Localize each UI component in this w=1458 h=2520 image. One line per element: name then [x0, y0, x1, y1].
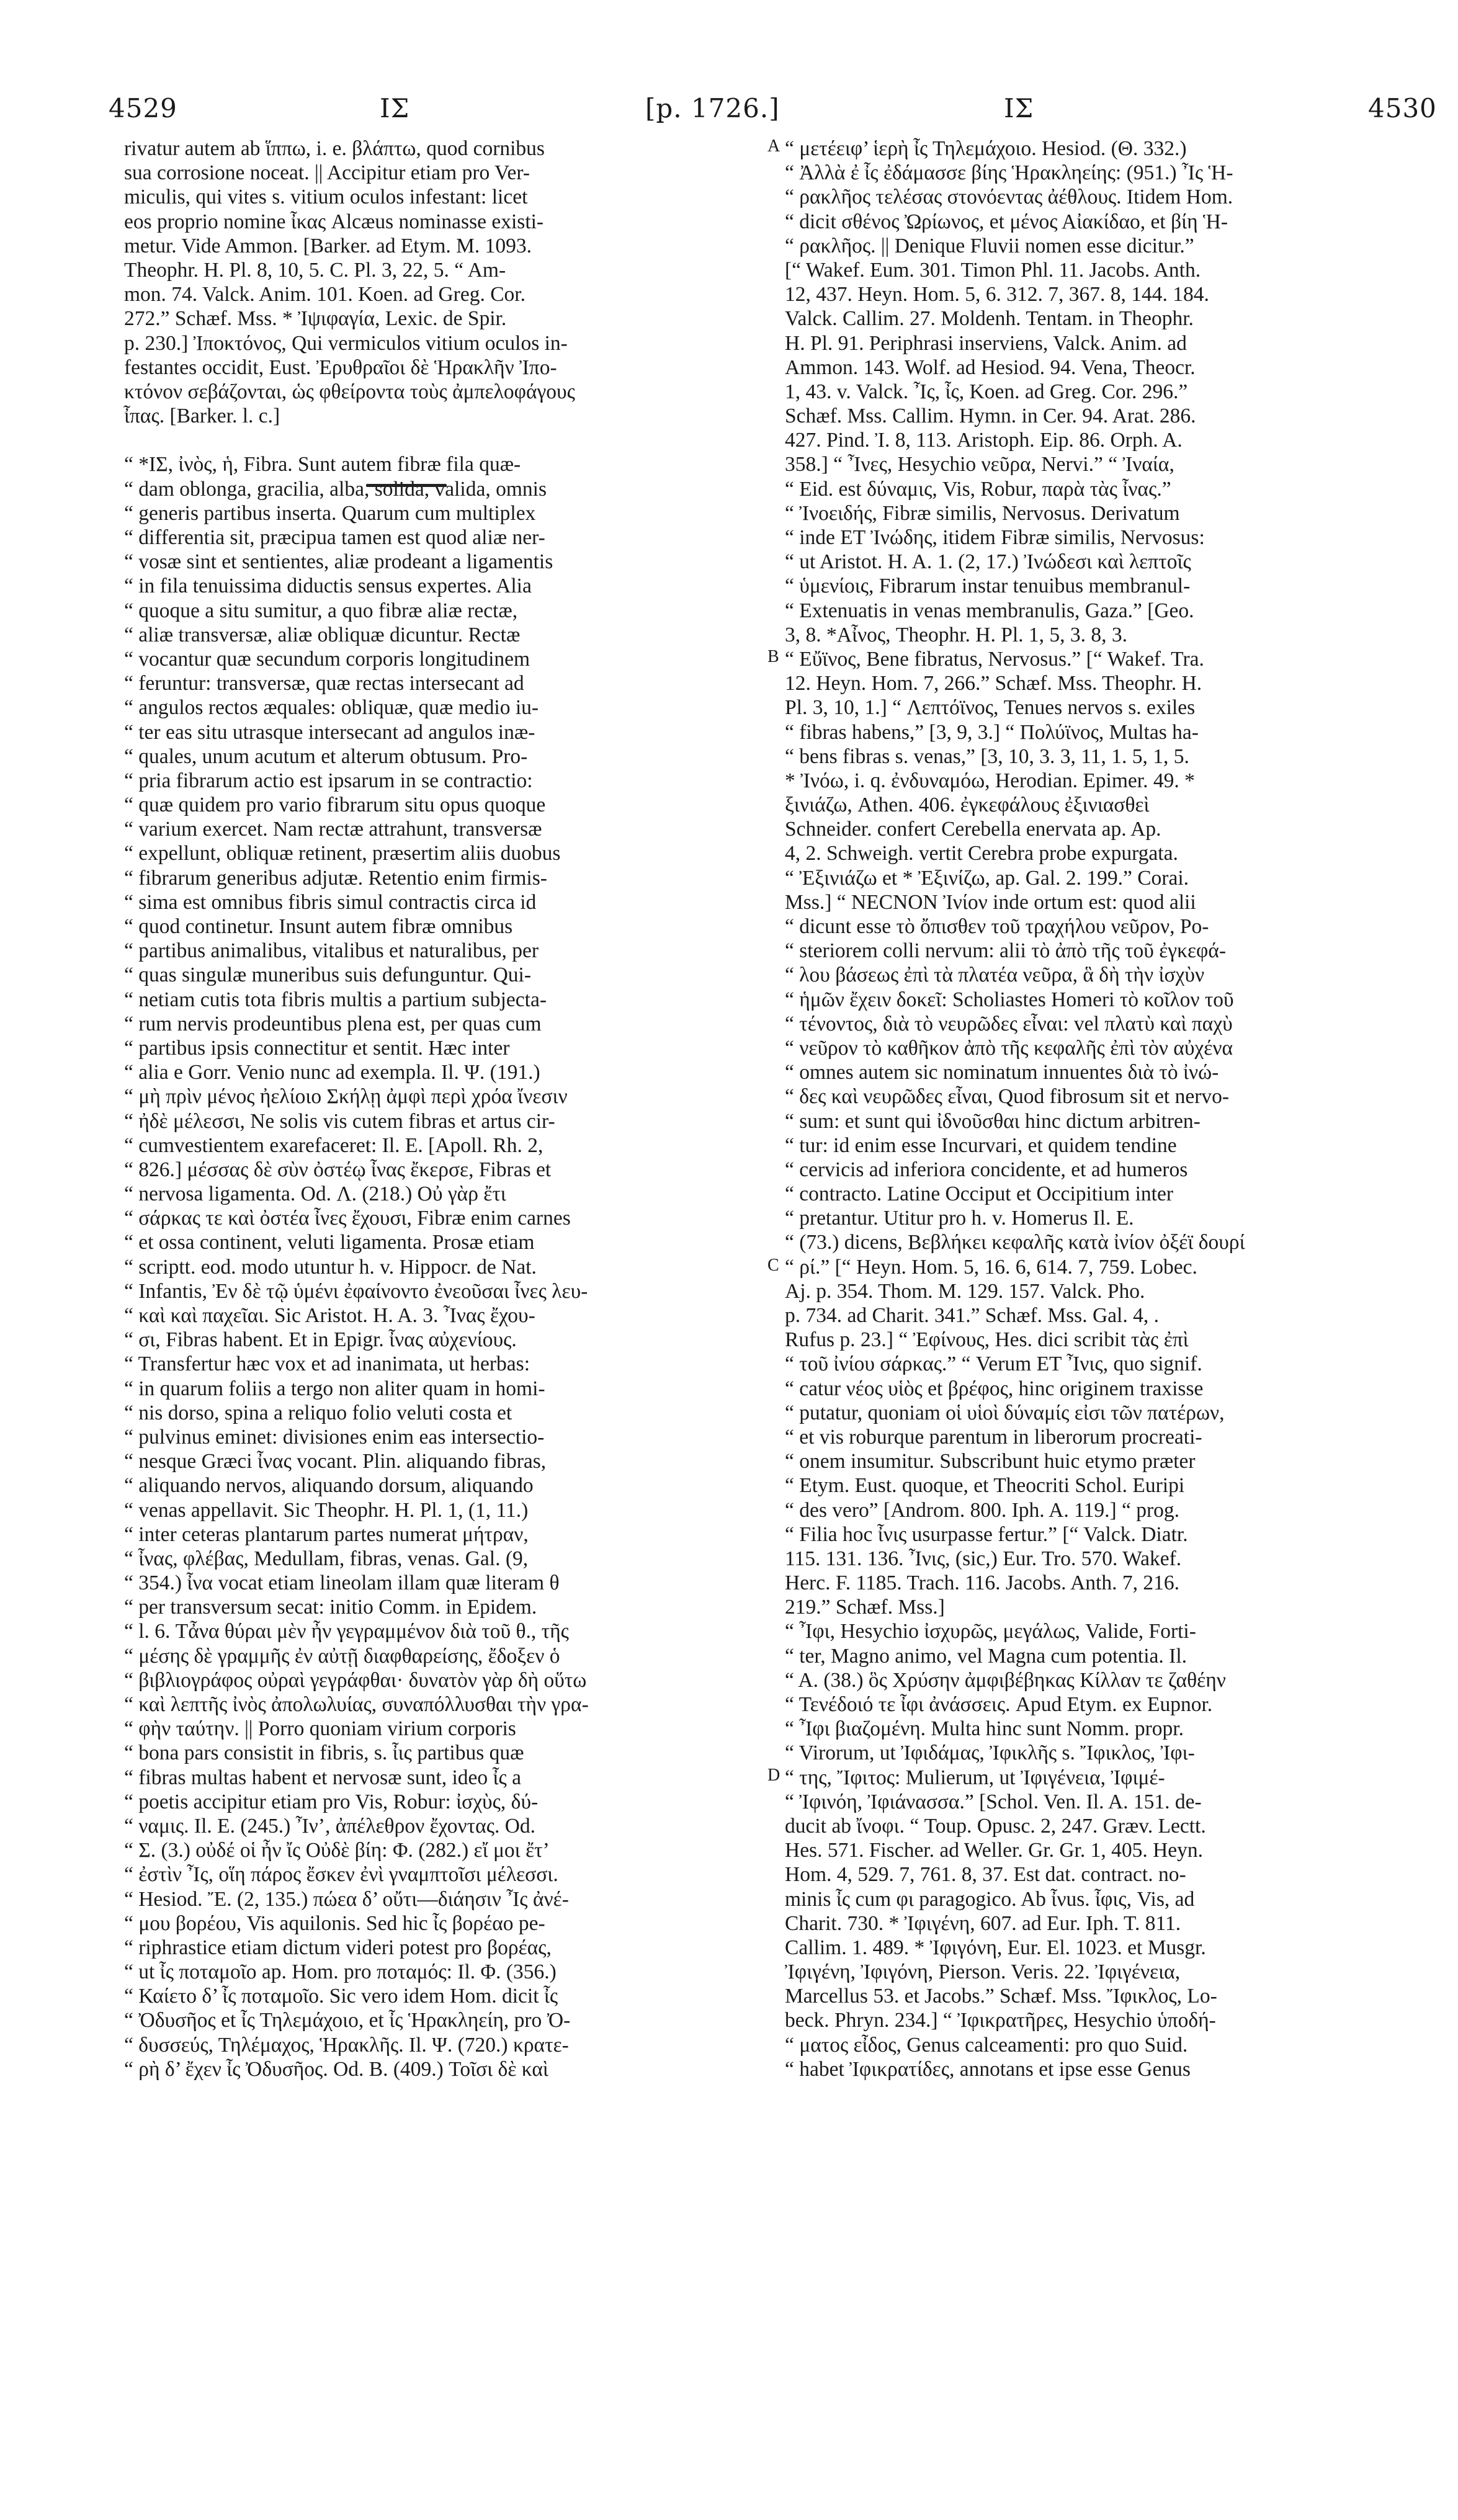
left-column-line: “ ρὴ δ’ ἔχεν ἶς Ὀδυσῆος. Od. B. (409.) Τοῖσι δὲ καὶ: [124, 2057, 548, 2081]
right-column-line: “ et vis roburque parentum in liberorum procreati-: [785, 1425, 1202, 1449]
right-column-line: Hes. 571. Fischer. ad Weller. Gr. Gr. 1, 405. Heyn.: [785, 1839, 1204, 1862]
left-column-line: “ quoque a situ sumitur, a quo fibræ aliæ rectæ,: [124, 599, 518, 622]
right-column: [785, 136, 1430, 2081]
left-column-line: “ netiam cutis tota fibris multis a partium subjecta-: [124, 988, 547, 1011]
left-column-line: “ ἠδὲ μέλεσσι, Ne solis vis cutem fibras et artus cir-: [124, 1109, 555, 1133]
right-column-line: “ dicunt esse τὸ ὄπισθεν τοῦ τραχήλου νεῦρον, Po-: [785, 915, 1209, 938]
left-column-line: “ cumvestientem exarefaceret: Il. E. [Apoll. Rh. 2,: [124, 1133, 543, 1157]
right-column-line: “ λου βάσεως ἐπὶ τὰ πλατέα νεῦρα, ἃ δὴ τὴν ἰσχὺν: [785, 963, 1205, 987]
right-column-line: “ Extenuatis in venas membranulis, Gaza.” [Geo.: [785, 599, 1194, 622]
left-column-line: “ in quarum foliis a tergo non aliter quam in homi-: [124, 1377, 545, 1400]
right-column-line: “ steriorem colli nervum: alii τὸ ἀπὸ τῆς τοῦ ἐγκεφά-: [785, 939, 1227, 963]
right-column-line: Schæf. Mss. Callim. Hymn. in Cer. 94. Arat. 286.: [785, 404, 1196, 428]
left-column-line: “ generis partibus inserta. Quarum cum multiplex: [124, 501, 536, 525]
page-reference: [p. 1726.]: [645, 93, 780, 123]
right-column-line: 219.” Schæf. Mss.]: [785, 1596, 945, 1619]
margin-letter-d: D: [767, 1766, 780, 1785]
left-column-line: “ fibras multas habent et nervosæ sunt, ideo ἶς a: [124, 1766, 522, 1789]
right-column-line: Ἰφιγένη, Ἰφιγόνη, Pierson. Veris. 22. Ἰφιγένεια,: [785, 1960, 1181, 1984]
left-column-line: “ aliquando nervos, aliquando dorsum, aliquando: [124, 1474, 534, 1498]
right-column-line: “ des vero” [Androm. 800. Iph. A. 119.] “ prog.: [785, 1498, 1180, 1522]
right-column-line: Mss.] “ NECNON Ἰνίον inde ortum est: quod alii: [785, 890, 1196, 914]
left-column-line: eos proprio nomine ἶκας Alcæus nominasse existi-: [124, 210, 544, 233]
right-column-line: “ Etym. Eust. quoque, et Theocriti Schol. Euripi: [785, 1474, 1185, 1498]
right-column-line: Schneider. confert Cerebella enervata ap. Ap.: [785, 818, 1161, 841]
left-column-line: 272.” Schæf. Mss. * Ἰψιφαγία, Lexic. de Spir.: [124, 307, 507, 331]
right-column-line: “ Εὔϊνος, Bene fibratus, Nervosus.” [“ Wakef. Tra.: [785, 647, 1204, 671]
left-column-line: “ quales, unum acutum et alterum obtusum. Pro-: [124, 744, 528, 768]
right-column-line: “ Virorum, ut Ἰφιδάμας, Ἰφικλῆς s. Ἴφικλος, Ἰφι-: [785, 1741, 1195, 1765]
left-column-line: “ Σ. (3.) οὐδέ οἱ ἦν ἴς Οὐδὲ βίη: Φ. (282.) εἴ μοι ἔτ’: [124, 1839, 550, 1862]
left-column-line: Theophr. H. Pl. 8, 10, 5. C. Pl. 3, 22, 5. “ Am-: [124, 258, 506, 282]
left-column-line: “ καὶ λεπτῆς ἰνὸς ἀπολωλυίας, συναπόλλυσθαι τὴν γρα-: [124, 1693, 589, 1716]
right-column-line: Valck. Callim. 27. Moldenh. Tentam. in Theophr.: [785, 307, 1194, 331]
right-column-line: “ ματος εἶδος, Genus calceamenti: pro quo Suid.: [785, 2033, 1188, 2057]
right-column-line: 1, 43. v. Valck. Ἶς, ἶς, Koen. ad Greg. Cor. 296.”: [785, 380, 1188, 403]
left-column-line: “ alia e Gorr. Venio nunc ad exempla. Il. Ψ. (191.): [124, 1061, 540, 1084]
left-column-line: “ vocantur quæ secundum corporis longitudinem: [124, 647, 530, 671]
left-column-line: “ bona pars consistit in fibris, s. ἶις partibus quæ: [124, 1741, 524, 1765]
right-column-line: “ dicit σθένος Ὠρίωνος, et μένος Αἰακίδαο, et βίη Ἡ-: [785, 210, 1228, 233]
page-number-left: 4529: [109, 93, 177, 123]
right-column-line: “ inde ET Ἰνώδης, itidem Fibræ similis, Nervosus:: [785, 526, 1205, 549]
running-title-right: ΙΣ: [1004, 93, 1034, 123]
left-column-line: “ sima est omnibus fibris simul contractis circa id: [124, 890, 537, 914]
right-column-line: “ δες καὶ νευρῶδες εἶναι, Quod fibrosum sit et nervo-: [785, 1085, 1230, 1109]
left-column-line: “ differentia sit, præcipua tamen est quod aliæ ner-: [124, 526, 545, 549]
left-column-line: “ ut ἶς ποταμοῖο ap. Hom. pro ποταμός: Il. Φ. (356.): [124, 1960, 557, 1984]
right-column-line: “ pretantur. Utitur pro h. v. Homerus Il. E.: [785, 1207, 1134, 1230]
left-column-line: “ δυσσεύς, Τηλέμαχος, Ἡρακλῆς. Il. Ψ. (720.) κρατε-: [124, 2033, 569, 2057]
right-column-line: Marcellus 53. et Jacobs.” Schæf. Mss. Ἴφικλος, Lo-: [785, 1985, 1217, 2008]
right-column-line: “ ut Aristot. H. A. 1. (2, 17.) Ἰνώδεσι καὶ λεπτοῖς: [785, 550, 1191, 574]
right-column-line: “ Ἀλλὰ ἐ ἶς ἐδάμασσε βίης Ἡρακληείης: (951.) Ἶς Ἡ-: [785, 161, 1233, 185]
right-column-line: “ onem insumitur. Subscribunt huic etymo præter: [785, 1450, 1196, 1473]
right-column-line: 12. Heyn. Hom. 7, 266.” Schæf. Mss. Theophr. H.: [785, 672, 1202, 695]
right-column-line: “ της, Ἴφιτος: Mulierum, ut Ἰφιγένεια, Ἰφιμέ-: [785, 1766, 1165, 1789]
left-column-line: “ riphrastice etiam dictum videri potest pro βορέας,: [124, 1936, 552, 1959]
left-column-line: “ vosæ sint et sentientes, aliæ prodeant a ligamentis: [124, 550, 553, 574]
left-column: [124, 136, 757, 2081]
right-column-line: beck. Phryn. 234.] “ Ἰφικρατῆρες, Hesychio ὑποδή-: [785, 2009, 1216, 2032]
left-column-line: “ et ossa continent, veluti ligamenta. Prosæ etiam: [124, 1231, 535, 1254]
right-column-line: “ bens fibras s. venas,” [3, 10, 3. 3, 11, 1. 5, 1, 5.: [785, 744, 1189, 768]
right-column-line: “ sum: et sunt qui ἰδνοῦσθαι hinc dictum arbitren-: [785, 1109, 1201, 1133]
left-column-line: “ ἶνας, φλέβας, Medullam, fibras, venas. Gal. (9,: [124, 1547, 529, 1570]
left-column-line: “ quod continetur. Insunt autem fibræ omnibus: [124, 915, 513, 938]
running-title-left: ΙΣ: [380, 93, 410, 123]
left-column-line: p. 230.] Ἰποκτόνος, Qui vermiculos vitium oculos in-: [124, 331, 568, 355]
right-column-line: Pl. 3, 10, 1.] “ Λεπτόϊνος, Tenues nervos s. exiles: [785, 696, 1196, 720]
left-column-line: “ l. 6. Τἆνα θύραι μὲν ἦν γεγραμμένον διὰ τοῦ θ., τῆς: [124, 1620, 569, 1643]
left-column-line: “ nervosa ligamenta. Od. Λ. (218.) Οὐ γὰρ ἔτι: [124, 1182, 506, 1206]
left-column-line: “ ναμις. Il. E. (245.) Ἶν’, ἀπέλεθρον ἔχοντας. Od.: [124, 1814, 536, 1838]
left-column-line: “ quas singulæ muneribus suis defunguntur. Qui-: [124, 963, 531, 987]
page-number-right: 4530: [1368, 93, 1437, 123]
right-column-line: “ putatur, quoniam οἱ υἱοὶ δύναμίς εἰσι τῶν πατέρων,: [785, 1401, 1225, 1424]
left-column-line: “ dam oblonga, gracilia, alba, solida, valida, omnis: [124, 477, 547, 501]
left-column-line: “ pulvinus eminet: divisiones enim eas intersectio-: [124, 1425, 545, 1449]
left-column-line: metur. Vide Ammon. [Barker. ad Etym. M. 1093.: [124, 234, 532, 257]
left-column-line: “ venas appellavit. Sic Theophr. H. Pl. 1, (1, 11.): [124, 1498, 529, 1522]
margin-letter-b: B: [767, 647, 779, 666]
left-column-line: “ καὶ καὶ παχεῖαι. Sic Aristot. H. A. 3. Ἶνας ἔχου-: [124, 1304, 535, 1327]
right-column-line: “ ρακλῆος τελέσας στονόεντας ἀέθλους. Itidem Hom.: [785, 185, 1233, 209]
left-column-line: “ feruntur: transversæ, quæ rectas intersecant ad: [124, 672, 524, 695]
right-column-line: Charit. 730. * Ἰφιγένη, 607. ad Eur. Iph. T. 811.: [785, 1911, 1181, 1935]
right-column-line: Callim. 1. 489. * Ἰφιγόνη, Eur. El. 1023. et Musgr.: [785, 1936, 1206, 1959]
left-column-line: “ Transfertur hæc vox et ad inanimata, ut herbas:: [124, 1352, 530, 1376]
left-column-line: “ μὴ πρὶν μένος ἠελίοιο Σκήλῃ ἀμφὶ περὶ χρόα ἴνεσιν: [124, 1085, 568, 1109]
right-column-line: 427. Pind. Ἰ. 8, 113. Aristoph. Eip. 86. Orph. A.: [785, 429, 1183, 452]
right-column-line: [“ Wakef. Eum. 301. Timon Phl. 11. Jacobs. Anth.: [785, 258, 1201, 282]
left-column-line: “ 826.] μέσσας δὲ σὺν ὀστέῳ ἶνας ἔκερσε, Fibras et: [124, 1158, 552, 1181]
right-column-line: “ ρί.” [“ Heyn. Hom. 5, 16. 6, 614. 7, 759. Lobec.: [785, 1255, 1197, 1279]
right-column-line: “ τένοντος, διὰ τὸ νευρῶδες εἶναι: vel πλατὺ καὶ παχὺ: [785, 1012, 1233, 1035]
right-column-line: ξινιάζω, Athen. 406. ἐγκεφάλους ἐξινιασθεὶ: [785, 793, 1150, 817]
right-column-line: “ μετέειφ’ ἱερὴ ἶς Τηλεμάχοιο. Hesiod. (Θ. 332.): [785, 137, 1187, 160]
left-column-line: “ μου βορέου, Vis aquilonis. Sed hic ἶς βορέαο pe-: [124, 1911, 545, 1935]
right-column-line: 12, 437. Heyn. Hom. 5, 6. 312. 7, 367. 8, 144. 184.: [785, 283, 1209, 306]
left-column-line: “ φὴν ταύτην. || Porro quoniam virium corporis: [124, 1717, 516, 1741]
right-column-line: “ Filia hoc ἶνις usurpasse fertur.” [“ Valck. Diatr.: [785, 1522, 1188, 1546]
right-column-line: “ Ἶφι, Hesychio ἰσχυρῶς, μεγάλως, Valide, Forti-: [785, 1620, 1196, 1643]
left-column-line: miculis, qui vites s. vitium oculos infestant: licet: [124, 185, 528, 209]
right-column-line: Hom. 4, 529. 7, 761. 8, 37. Est dat. contract. no-: [785, 1863, 1186, 1887]
right-column-line: “ ρακλῆος. || Denique Fluvii nomen esse dicitur.”: [785, 234, 1194, 257]
right-column-line: “ Ἰφινόη, Ἰφιάνασσα.” [Schol. Ven. Il. A. 151. de-: [785, 1790, 1202, 1813]
right-column-line: minis ἶς cum φι paragogico. Ab ἶνus. ἶφις, Vis, ad: [785, 1887, 1195, 1911]
margin-letter-a: A: [767, 136, 780, 156]
left-column-line: “ poetis accipitur etiam pro Vis, Robur: ἰσχὺς, δύ-: [124, 1790, 539, 1813]
left-column-line: “ ἐστὶν Ἶς, οἵη πάρος ἔσκεν ἐνὶ γναμπτοῖσι μέλεσσι.: [124, 1863, 558, 1887]
right-column-line: “ tur: id enim esse Incurvari, et quidem tendine: [785, 1133, 1177, 1157]
left-column-line: rivatur autem ab ἵππω, i. e. βλάπτω, quod cornibus: [124, 137, 545, 160]
right-column-line: Aj. p. 354. Thom. M. 129. 157. Valck. Pho.: [785, 1279, 1145, 1303]
right-column-line: “ νεῦρον τὸ καθῆκον ἀπὸ τῆς κεφαλῆς ἐπὶ τὸν αὐχένα: [785, 1036, 1233, 1060]
right-column-line: 358.] “ Ἶνες, Hesychio νεῦρα, Nervi.” “ Ἰναία,: [785, 453, 1174, 476]
right-column-line: “ cervicis ad inferiora concidente, et ad humeros: [785, 1158, 1188, 1181]
right-column-line: “ ὑμενίοις, Fibrarum instar tenuibus membranul-: [785, 574, 1191, 598]
right-column-line: ducit ab ἴνοφι. “ Toup. Opusc. 2, 247. Græv. Lectt.: [785, 1814, 1206, 1838]
left-column-line: “ Καίετο δ’ ἶς ποταμοῖο. Sic vero idem Hom. dicit ἶς: [124, 1985, 558, 2008]
left-column-line: κτόνον σεβάζονται, ὡς φθείροντα τοὺς ἀμπελοφάγους: [124, 380, 575, 403]
left-column-line: “ partibus animalibus, vitalibus et naturalibus, per: [124, 939, 539, 963]
left-column-line: “ nesque Græci ἶνας vocant. Plin. aliquando fibras,: [124, 1450, 547, 1473]
left-column-line: “ σι, Fibras habent. Et in Epigr. ἶνας αὐχενίους.: [124, 1328, 517, 1352]
left-column-line: sua corrosione noceat. || Accipitur etiam pro Ver-: [124, 161, 530, 185]
right-column-line: “ habet Ἰφικρατίδες, annotans et ipse esse Genus: [785, 2057, 1191, 2081]
right-column-line: “ (73.) dicens, Βεβλήκει κεφαλῆς κατὰ ἰνίον ὀξέϊ δουρί: [785, 1231, 1245, 1254]
left-column-line: “ expellunt, obliquæ retinent, præsertim aliis duobus: [124, 842, 561, 865]
right-column-line: Rufus p. 23.] “ Ἐφίνους, Hes. dici scribit τὰς ἐπὶ: [785, 1328, 1189, 1352]
left-column-line: “ σάρκας τε καὶ ὀστέα ἶνες ἔχουσι, Fibræ enim carnes: [124, 1207, 571, 1230]
right-column-line: “ Ἐξινιάζω et * Ἐξινίζω, ap. Gal. 2. 199.” Corai.: [785, 866, 1189, 890]
right-column-line: “ ter, Magno animo, vel Magna cum potentia. Il.: [785, 1644, 1187, 1668]
right-column-line: “ fibras habens,” [3, 9, 3.] “ Πολύϊνος, Multas ha-: [785, 720, 1199, 744]
right-column-line: “ Eid. est δύναμις, Vis, Robur, παρὰ τὰς ἶνας.”: [785, 477, 1171, 501]
left-column-line: “ βιβλιογράφος οὐραὶ γεγράφθαι· δυνατὸν γὰρ δὴ οὕτω: [124, 1668, 587, 1692]
entry-separator-rule: [366, 484, 447, 487]
left-column-line: “ ter eas situ utrasque intersecant ad angulos inæ-: [124, 720, 535, 744]
right-column-line: “ contracto. Latine Occiput et Occipitium inter: [785, 1182, 1174, 1206]
right-column-line: “ catur νέος υἱὸς et βρέφος, hinc originem traxisse: [785, 1377, 1204, 1400]
left-column-line: “ scriptt. eod. modo utuntur h. v. Hippocr. de Nat.: [124, 1255, 537, 1279]
left-column-line: “ varium exercet. Nam rectæ attrahunt, transversæ: [124, 818, 542, 841]
left-column-line: “ inter ceteras plantarum partes numerat μήτραν,: [124, 1522, 529, 1546]
right-column-line: “ Τενέδοιό τε ἶφι ἀνάσσεις. Apud Etym. ex Eupnor.: [785, 1693, 1213, 1716]
left-column-line: “ aliæ transversæ, aliæ obliquæ dicuntur. Rectæ: [124, 623, 521, 646]
left-column-line: “ rum nervis prodeuntibus plena est, per quas cum: [124, 1012, 542, 1035]
left-column-line: [124, 428, 757, 452]
left-column-line: “ in fila tenuissima diductis sensus expertes. Alia: [124, 574, 532, 598]
left-column-line: “ quæ quidem pro vario fibrarum situ opus quoque: [124, 793, 546, 817]
left-column-line: “ angulos rectos æquales: obliquæ, quæ medio iu-: [124, 696, 539, 720]
left-column-line: “ *ΙΣ, ἰνὸς, ἡ, Fibra. Sunt autem fibræ fila quæ-: [124, 453, 521, 476]
left-column-line: “ Ὀδυσῆος et ἶς Τηλεμάχοιο, et ἶς Ἡρακληείη, pro Ὀ-: [124, 2009, 571, 2032]
left-column-line: “ fibrarum generibus adjutæ. Retentio enim firmis-: [124, 866, 547, 890]
left-column-line: “ nis dorso, spina a reliquo folio veluti costa et: [124, 1401, 512, 1424]
right-column-line: p. 734. ad Charit. 341.” Schæf. Mss. Gal. 4, .: [785, 1304, 1159, 1327]
left-column-line: festantes occidit, Eust. Ἐρυθραῖοι δὲ Ἡρακλῆν Ἰπο-: [124, 355, 557, 379]
right-column-line: 115. 131. 136. Ἶνις, (sic,) Eur. Tro. 570. Wakef.: [785, 1547, 1182, 1570]
right-column-line: * Ἰνόω, i. q. ἐνδυναμόω, Herodian. Epimer. 49. *: [785, 769, 1195, 792]
left-column-line: “ μέσης δὲ γραμμῆς ἐν αὐτῇ διαφθαρείσης, ἔδοξεν ὁ: [124, 1644, 560, 1668]
right-column-line: “ A. (38.) ὃς Χρύσην ἀμφιβέβηκας Κίλλαν τε ζαθέην: [785, 1668, 1226, 1692]
right-column-line: “ Ἶφι βιαζομένη. Multa hinc sunt Nomm. propr.: [785, 1717, 1184, 1741]
left-column-line: “ 354.) ἶνα vocat etiam lineolam illam quæ literam θ: [124, 1571, 560, 1595]
left-column-line: ἶπας. [Barker. l. c.]: [124, 404, 280, 428]
margin-letter-c: C: [767, 1256, 779, 1275]
left-column-line: “ pria fibrarum actio est ipsarum in se contractio:: [124, 769, 533, 792]
right-column-line: H. Pl. 91. Periphrasi inserviens, Valck. Anim. ad: [785, 331, 1187, 355]
left-column-line: “ per transversum secat: initio Comm. in Epidem.: [124, 1596, 537, 1619]
right-column-line: “ τοῦ ἰνίου σάρκας.” “ Verum ET Ἶνις, quo signif.: [785, 1352, 1202, 1376]
right-column-line: “ Ἰνοειδής, Fibræ similis, Nervosus. Derivatum: [785, 501, 1180, 525]
right-column-line: 4, 2. Schweigh. vertit Cerebra probe expurgata.: [785, 842, 1178, 865]
left-column-line: mon. 74. Valck. Anim. 101. Koen. ad Greg. Cor.: [124, 283, 526, 306]
right-column-line: Ammon. 143. Wolf. ad Hesiod. 94. Vena, Theocr.: [785, 355, 1196, 379]
left-column-line: “ partibus ipsis connectitur et sentit. Hæc inter: [124, 1036, 510, 1060]
right-column-line: “ ἡμῶν ἔχειν δοκεῖ: Scholiastes Homeri τὸ κοῖλον τοῦ: [785, 988, 1234, 1011]
right-column-line: “ omnes autem sic nominatum innuentes διὰ τὸ ἰνώ-: [785, 1061, 1219, 1084]
left-column-line: “ Infantis, Ἐν δὲ τῷ ὑμένι ἐφαίνοντο ἐνεοῦσαι ἶνες λευ-: [124, 1279, 588, 1303]
left-column-line: “ Hesiod. Ἔ. (2, 135.) πώεα δ’ οὔτι—διάησιν Ἶς ἀνέ-: [124, 1887, 569, 1911]
right-column-line: 3, 8. *Αἶνος, Theophr. H. Pl. 1, 5, 3. 8, 3.: [785, 623, 1128, 646]
right-column-line: Herc. F. 1185. Trach. 116. Jacobs. Anth. 7, 216.: [785, 1571, 1179, 1595]
